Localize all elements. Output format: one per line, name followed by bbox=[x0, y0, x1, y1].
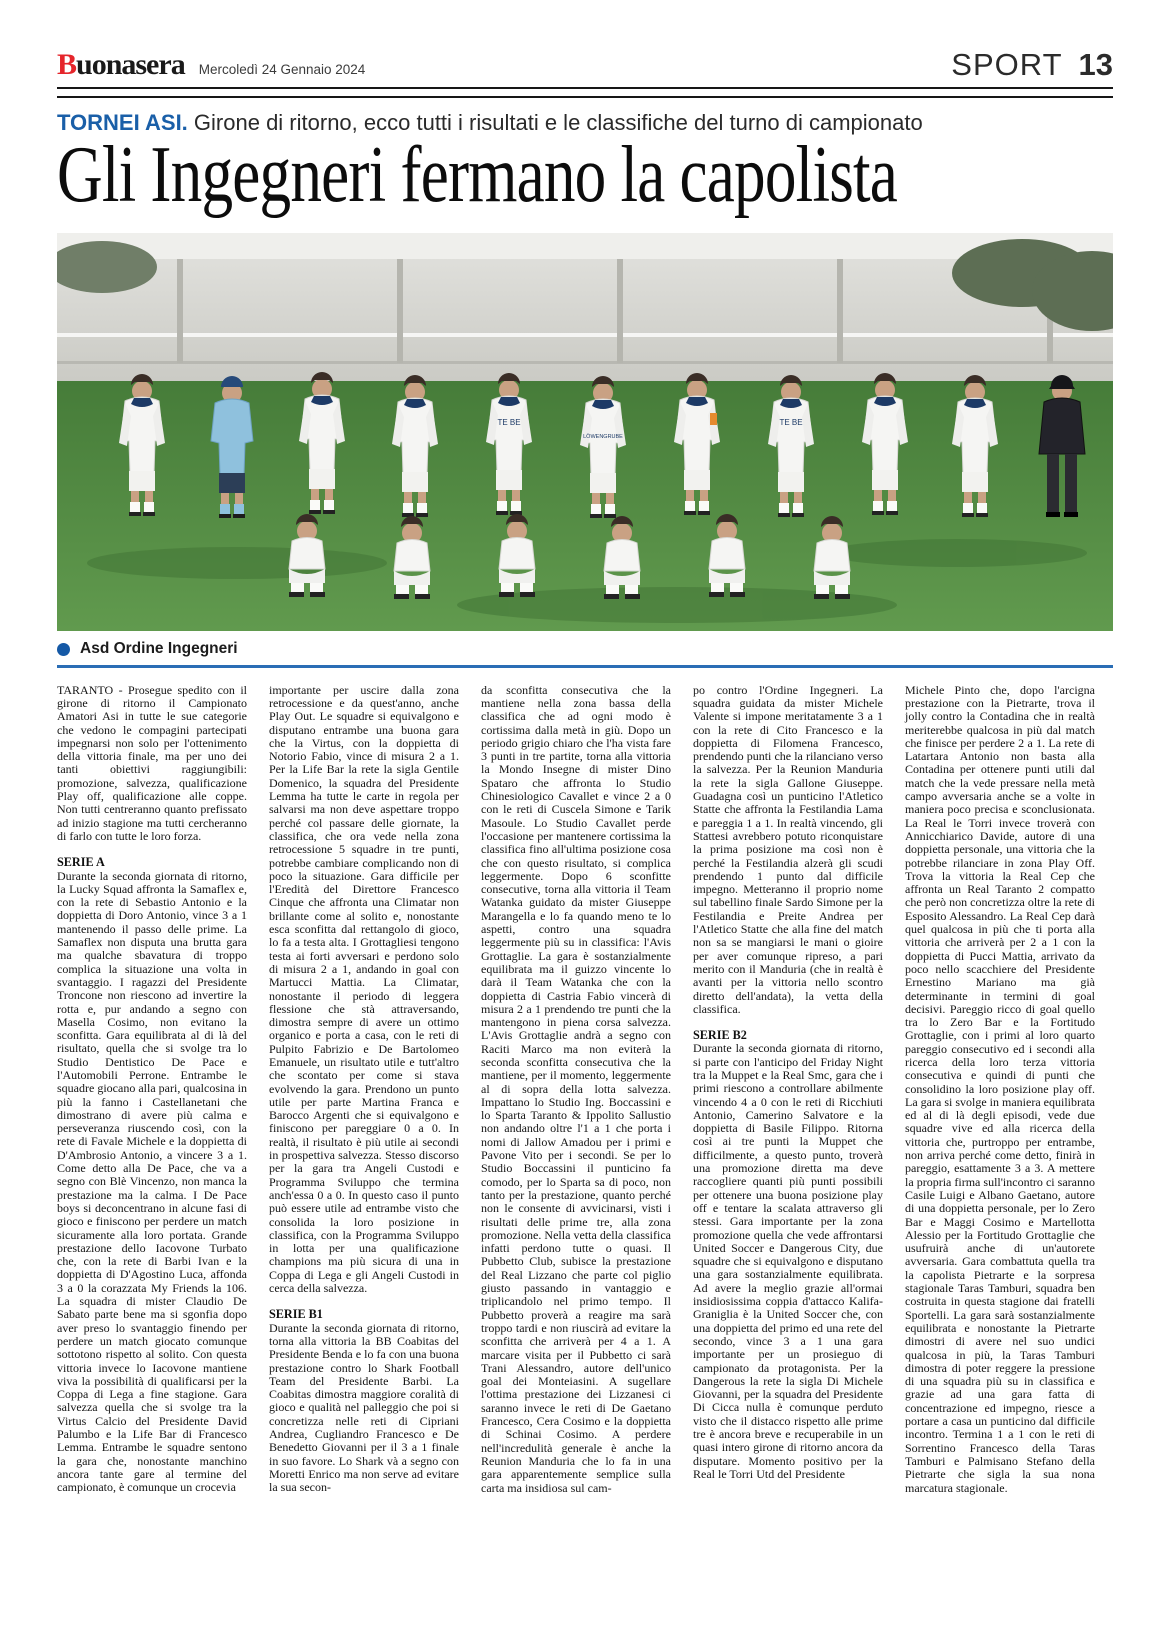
newspaper-logo bbox=[57, 50, 185, 80]
article-paragraph: importante per uscire dalla zona retrocessione e da quest'anno, anche Play Out. Le squadre si equivalgono e disputano entrambe una buona gara che la Virtus, con la doppietta di Notorio Fabio, vince di misura 2 a 1. Per la Life Bar la rete la sigla Gentile Domenico, la squadra del Presidente Lemma ha tutte le carte in regola per salvarsi ma non deve aspettare troppo perché col passare delle giornate, la classifica, che ora vede nella zona retrocessione 5 squadre in tre punti, potrebbe cambiare complicando non di poco la situazione. Gara difficile per l'Eredità del Direttore Francesco Cinque che affronta una Climatar non brillante come al solito e, nonostante esca sconfitta dal rettangolo di gioco, lo fa a testa alta. I Grottagliesi tengono testa ai forti avversari e perdono solo di misura 2 a 1, andando in goal con Martucci Mattia. La Climatar, nonostante il periodo di leggera flessione che stà attraversando, dimostra sempre di avere un ottimo organico e porta a casa, con le reti di Pulpito Fabrizio e De Bartolomeo Emanuele, un risultato utile e tutt'altro che scontato per come si stava evolvendo la gara. Prendono un punto utile per parte Martina Franca e Barocco Argenti che si equivalgono e finiscono per pareggiare 0 a 0. In realtà, il risultato è più utile ai secondi in prospettiva salvezza. Stesso discorso per la gara tra Angeli Custodi e Programma Sviluppo che termina anch'essa 0 a 0. In questo caso il punto può essere utile ad entrambe visto che consolida la loro posizione in classifica, con la Programma Sviluppo in lotta per una qualificazione champions ma più sicura di una in Coppa di Lega e gli Angeli Custodi in cerca della salvezza. bbox=[269, 683, 459, 1296]
team-photo bbox=[57, 233, 1113, 631]
article-column-2 bbox=[269, 684, 459, 1602]
headline: Gli Ingegneri fermano la capolista bbox=[57, 131, 898, 220]
kicker-label: TORNEI ASI. bbox=[57, 110, 188, 135]
photo-caption: Asd Ordine Ingegneri bbox=[80, 640, 238, 658]
article-paragraph: Michele Pinto che, dopo l'arcigna prestazione con la Pietrarte, trova il jolly contro la Contadina che in realtà meriterebbe qualcosa in più dal match che finisce per perdere 2 a 1. La rete di Latartara Antonio non basta alla Contadina per ottenere punti utili dal match che la vede pressare nella metà campo avversaria anche se a volte in maniera poco precisa e sconclusionata. La Real le Torri invece troverà con Annicchiarico Davide, autore di una doppietta personale, una vittoria che la potrebbe rilanciare in zona Play Off. Trova la vittoria la Real Cep che affronta un Real Taranto 2 compatto che però non concretizza oltre la rete di Esposito Alessandro. La Real Cep darà quel qualcosa in più che ti porta alla vittoria che arriverà per 2 a 1 con la doppietta di Pucci Mattia, arrivato da poco nello scacchiere del Presidente Ernestino Mariano ma già determinante in termini di goal decisivi. Pareggio ricco di goal quello tra lo Zero Bar e la Fortitudo Grottaglie, con i primi al loro quarto pareggio consecutivo ed i secondi alla ricerca della loro terza vittoria consecutiva e quindi di punti che consolidino la loro posizione play off. La gara si svolge in maniera equilibrata ed al di là degli episodi, vede due squadre vive ed alla ricerca della vittoria che, purtroppo per entrambe, non arriva perché come detto, finirà in pareggio, esattamente 3 a 3. A mettere la propria firma sull'incontro ci saranno Casile Luigi e Albano Gaetano, autore di una doppietta personale, per lo Zero Bar e Maggi Cosimo e Martellotta Alessio per la Fortitudo Grottaglie che usufruirà anche di un'autorete avversaria. Gara combattuta quella tra la capolista Pietrarte e la sorpresa stagionale Taras Tamburi, squadra ben costruita in questa stagione dai fratelli Sportelli. La gara sarà sostanzialmente equilibrata e nonostante la Pietrarte dimostri di avere nel suo undici qualcosa in più, la Taras Tamburi dimostra di poter reggere la pressione di una squadra più su in classifica e grazie ad una gara fatta di concentrazione ed impegno, riesce a portare a casa un punticino dal difficile incontro. Termina 1 a 1 con le reti di Sorrentino Francesco della Taras Tamburi e Palmisano Stefano della Pietrarte che sigla la sua nona marcatura stagionale. bbox=[905, 683, 1095, 1495]
section-header bbox=[951, 49, 1113, 80]
article-paragraph: Durante la seconda giornata di ritorno, si parte con l'anticipo del Friday Night tra la Muppet e la Real Smc, gara che i primi riescono a controllare abilmente vincendo 4 a 0 con le reti di Ricchiuti Antonio, Camerino Salvatore e la doppietta di Basile Filippo. Ritorna così ai tre punti la Muppet che difficilmente, a questo punto, troverà una promozione diretta ma deve raccogliere quanti più punti possibili per ottenere una buona posizione play off e tentare la scalata attraverso gli stessi. Gara importante per la zona promozione quella che vede affrontarsi United Soccer e Dangerous City, due squadre che si equivalgono e disputano una gara sostanzialmente equilibrata. Ad avere la meglio grazie all'ormai insidiosissima coppia d'attacco Kalifa-Graniglia è la United Soccer che, con una doppietta del primo ed una rete del secondo, vince 3 a 1 una gara importante per un prosieguo di campionato da protagonista. Per la Dangerous la rete la sigla Di Michele Giovanni, per la squadra del Presidente Di Cicca nulla è comunque perduto visto che il distacco rispetto alle prime tre è ancora breve e recuperabile in un quasi intero girone di ritorno ancora da disputare. Momento positivo per la Real le Torri Utd del Presidente bbox=[693, 1041, 883, 1481]
jersey-sponsor-text: TE BE bbox=[779, 418, 803, 428]
article-column-5 bbox=[905, 684, 1095, 1602]
caption-bullet-icon bbox=[57, 643, 70, 656]
logo-initial: B bbox=[57, 48, 77, 81]
article-paragraph: da sconfitta consecutiva che la mantiene nella zona bassa della classifica che ad ogni modo è cortissima dalla metà in giù. Dopo un periodo grigio chiaro che l'ha vista fare 3 punti in tre partite, torna alla vittoria la Mondo Insegne di mister Dino Spataro che affronta lo Studio Chinesiologico Cavallet e vince 2 a 0 con le reti di Cuscela Simone e Tarik Masoule. Lo Studio Cavallet perde l'occasione per mantenere cortissima la classifica fino all'ultima posizione cosa che con questo risultato, si complica leggermente. Dopo 6 sconfitte consecutive, torna alla vittoria il Team Watanka guidato da mister Giuseppe Marangella e lo fa quando meno te lo aspetti, contro una squadra leggermente più su in classifica: l'Avis Grottaglie. La gara è sostanzialmente equilibrata ma il guizzo vincente lo darà il Team Watanka che con la doppietta di Castria Fabio vincerà di misura 2 a 1 prendendo tre punti che la mantengono in piena corsa salvezza. L'Avis Grottaglie andrà a segno con Raciti Marco ma non eviterà la seconda sconfitta consecutiva che la mantiene, per il momento, leggermente al di sopra della lotta salvezza. Impattano lo Studio Ing. Boccassini e lo Sparta Taranto & Ippolito Sallustio non andando oltre l'1 a 1 che porta i nomi di Jallow Amadou per i primi e Pavone Vito per i secondi. Se per lo Studio Boccassini il punticino fa comodo, per lo Sparta sa di poco, non tanto per la prestazione, quanto perché non le consente di avvicinarsi, visti i risultati delle prime tre, alla zona promozione. Nella vetta della classifica infatti perdono tutte o quasi. Il Pubbetto Club, subisce la prestazione del Real Lizzano che parte col piglio giusto passando in vantaggio e triplicandolo nel primo tempo. Il Pubbetto proverà a reagire ma sarà troppo tardi e non riuscirà ad evitare la sconfitta che arriverà per 4 a 1. A marcare visita per il Pubbetto ci sarà Trani Alessandro, autore dell'unico goal dei Monteiasini. A sugellare l'ottima prestazione dei Lizzanesi ci saranno invece le reti di De Gaetano Francesco, Cera Cosimo e la doppietta di Schinai Cosimo. A perdere nell'incredulità generale è anche la Reunion Manduria che lo fa in una gara apparentemente semplice sulla carta ma insidiosa sul cam- bbox=[481, 683, 671, 1495]
article-column-1 bbox=[57, 684, 247, 1602]
kicker-text: Girone di ritorno, ecco tutti i risultati e le classifiche del turno di campionato bbox=[193, 110, 923, 135]
article-column-4 bbox=[693, 684, 883, 1602]
masthead bbox=[57, 40, 1113, 80]
caption-rule bbox=[57, 665, 1113, 668]
section-name: SPORT bbox=[951, 47, 1063, 82]
logo-rest: uonasera bbox=[76, 48, 185, 81]
photo-caption-row bbox=[57, 640, 1113, 658]
masthead-rule bbox=[57, 87, 1113, 98]
article-paragraph: po contro l'Ordine Ingegneri. La squadra guidata da mister Michele Valente si impone meritatamente 3 a 1 con la rete di Cito Francesco e la doppietta di Filomena Francesco, prendendo punti che la rilanciano verso la salvezza. Per la Reunion Manduria la rete la sigla Gallone Giuseppe. Guadagna così un punticino l'Atletico Statte che affronta la Festilandia Lama e pareggia 1 a 1. In realtà vincendo, gli Stattesi avrebbero potuto riconquistare la prima posizione ma così non è perché la Festilandia alzerà gli scudi prendendo 1 punto dal difficile impegno. Metteranno il proprio nome sul tabellino finale Sardo Simone per la Festilandia e Preite Andrea per l'Atletico Statte che alla fine del match non sa se mangiarsi le mani o gioire per aver comunque ripreso, a pari merito con il Manduria (che in realtà è avanti per la vittoria nello scontro diretto dell'andata), la vetta della classifica. bbox=[693, 683, 883, 1016]
jersey-sponsor-text-2: LÖWENGRUBE bbox=[583, 434, 623, 441]
jersey-sponsor-text: TE BE bbox=[497, 418, 521, 428]
captain-armband bbox=[710, 413, 717, 425]
article-paragraph: TARANTO - Prosegue spedito con il girone di ritorno il Campionato Amatori Asi in tutte le sue categorie che vedono le compagini partecipati impegnarsi non solo per l'ottenimento della vittoria finale, ma per uno dei tanti obiettivi raggiungibili: promozione, salvezza, qualificazione Play off, qualificazione alle coppe. Non tutti centreranno quanto prefissato ad inizio stagione ma tutti cercheranno di farlo con tutte le loro forza. bbox=[57, 683, 247, 843]
article-paragraph: Durante la seconda giornata di ritorno, la Lucky Squad affronta la Samaflex e, con la rete di Sebastio Antonio e la doppietta di Doro Antonio, vince 3 a 1 mantenendo il passo delle prime. La Samaflex non disputa una brutta gara ma qualche sbavatura di troppo complica la situazione una volta in svantaggio. I ragazzi del Presidente Troncone non riescono ad invertire la rotta e, pur andando a segno con Masella Cosimo, non evitano la sconfitta. Gara equilibrata al di là del risultato, quella che si svolge tra lo Studio Dentistico De Pace e l'Automobili Perrone. Entrambe le squadre giocano alla pari, qualcosina in più la fanno i Castellanetani che dimostrano di avere più calma e perseveranza riuscendo così, con la rete di Favale Michele e la doppietta di D'Ambrosio Antonio, a vincere 3 a 1. Come detto alla De Pace, che va a segno con Blè Vincenzo, non manca la prestazione ma la calma. I De Pace boys si deconcentrano in alcune fasi di gioco e finiscono per perdere un match sicuramente alla loro portata. Grande prestazione dello Iacovone Turbato che, con la rete di Barbi Ivan e la doppietta di D'Agostino Luca, affonda 3 a 0 la corazzata My Friends la 106. La squadra di mister Claudio De Sabato parte bene ma si sgonfia dopo aver preso lo svantaggio finendo per perdere un match giocato comunque sottotono rispetto al solito. Con questa vittoria invece lo Iacovone mantiene viva la possibilità di qualificarsi per la Coppa di Lega a fine stagione. Gara salvezza quella che si svolge tra la Virtus Calcio del Presidente David Palumbo e la Life Bar di Francesco Lemma. Entrambe le squadre sentono la gara che, nonostante manchino ancora tante gare al termine del campionato, è comunque un crocevia bbox=[57, 868, 247, 1495]
article-columns bbox=[57, 684, 1113, 1602]
section-heading: SERIE A bbox=[57, 855, 105, 870]
team-photo-graphic bbox=[57, 233, 1113, 631]
article-column-3 bbox=[481, 684, 671, 1602]
section-heading: SERIE B2 bbox=[693, 1028, 747, 1043]
section-heading: SERIE B1 bbox=[269, 1307, 323, 1322]
page-number: 13 bbox=[1078, 47, 1113, 82]
edition-date: Mercoledì 24 Gennaio 2024 bbox=[198, 62, 366, 77]
article-paragraph: Durante la seconda giornata di ritorno, torna alla vittoria la BB Coabitas del Presidente Benda e lo fa con una buona prestazione contro lo Shark Football Team del Presidente Barbi. La Coabitas dimostra maggiore coralità di gioco e qualità nel palleggio che poi si concretizza nelle reti di Cipriani Andrea, Cugliandro Francesco e De Benedetto Giovanni per il 3 a 1 finale in suo favore. Lo Shark và a segno con Moretti Enrico ma non serve ad evitare la sua secon- bbox=[269, 1320, 459, 1495]
